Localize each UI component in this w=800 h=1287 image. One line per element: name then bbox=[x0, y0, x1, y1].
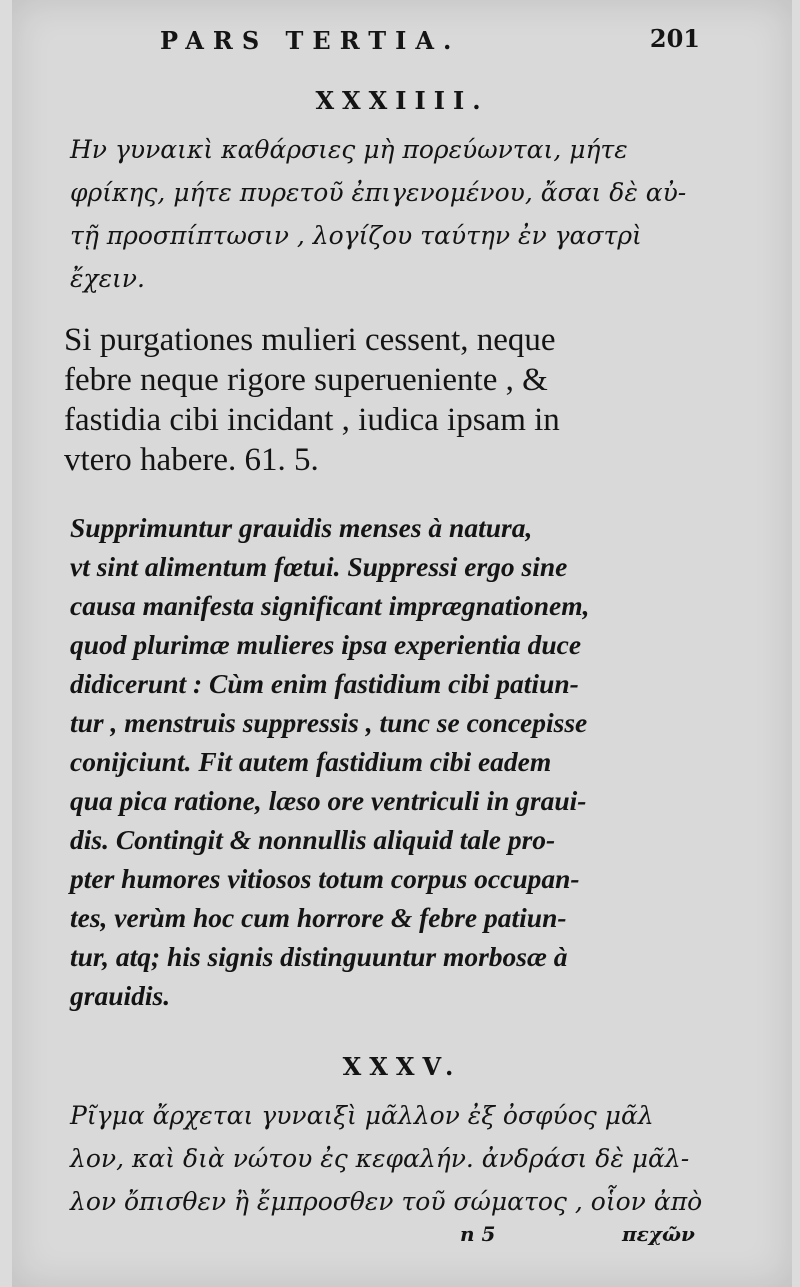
signature-mark: n 5 bbox=[460, 1222, 496, 1246]
commentary-line: tur, atq; his signis distinguuntur morbosæ à bbox=[70, 941, 568, 972]
greek-line: ἔχειν. bbox=[70, 264, 145, 293]
aphorism-35-number: XXXV. bbox=[342, 1052, 462, 1081]
commentary-line: didicerunt : Cùm enim fastidium cibi patiun- bbox=[70, 668, 579, 699]
aphorism-34-greek bbox=[70, 128, 720, 300]
commentary-line: grauidis. bbox=[70, 980, 171, 1011]
greek-line: φρίκης, μήτε πυρετοῦ ἐπιγενομένου, ἄσαι δὲ αὐ- bbox=[70, 178, 687, 207]
catchword: πεχῶν bbox=[622, 1222, 695, 1246]
commentary-line: dis. Contingit & nonnullis aliquid tale pro- bbox=[70, 824, 556, 855]
latin-line: fastidia cibi incidant , iudica ipsam in bbox=[64, 402, 560, 438]
commentary-line: tes, verùm hoc cum horrore & febre patiun- bbox=[70, 902, 567, 933]
commentary-line: causa manifesta significant imprægnationem, bbox=[70, 590, 590, 621]
book-page bbox=[12, 0, 792, 1287]
aphorism-35-greek bbox=[70, 1094, 720, 1223]
greek-line: Ρῖγμα ἄρχεται γυναιξὶ μᾶλλον ἐξ ὀσφύος μᾶλ bbox=[70, 1101, 654, 1130]
commentary-line: tur , menstruis suppressis , tunc se concepisse bbox=[70, 707, 588, 738]
running-head: PARS TERTIA. bbox=[160, 26, 461, 55]
greek-line: Ην γυναικὶ καθάρσιες μὴ πορεύωνται, μήτε bbox=[70, 135, 628, 164]
commentary-line: quod plurimæ mulieres ipsa experientia duce bbox=[70, 629, 582, 660]
greek-line: λον ὄπισθεν ἢ ἔμπροσθεν τοῦ σώματος , οἷον ἀπὸ bbox=[70, 1187, 703, 1216]
latin-line: vtero habere. 61. 5. bbox=[64, 442, 319, 478]
commentary-line: Supprimuntur grauidis menses à natura, bbox=[70, 512, 533, 543]
commentary-line: conijciunt. Fit autem fastidium cibi eadem bbox=[70, 746, 552, 777]
latin-line: febre neque rigore superueniente , & bbox=[64, 362, 548, 398]
commentary-line: qua pica ratione, læso ore ventriculi in graui- bbox=[70, 785, 587, 816]
aphorism-34-latin bbox=[64, 320, 724, 480]
latin-line: Si purgationes mulieri cessent, neque bbox=[64, 322, 556, 358]
page-number: 201 bbox=[649, 24, 700, 53]
commentary-line: pter humores vitiosos totum corpus occupan- bbox=[70, 863, 580, 894]
greek-line: τῇ προσπίπτωσιν , λογίζου ταύτην ἐν γαστρὶ bbox=[70, 221, 642, 250]
aphorism-34-commentary bbox=[70, 508, 720, 1015]
greek-line: λον, καὶ διὰ νώτου ἐς κεφαλήν. ἀνδράσι δὲ μᾶλ- bbox=[70, 1144, 690, 1173]
commentary-line: vt sint alimentum fœtui. Suppressi ergo sine bbox=[70, 551, 568, 582]
aphorism-34-number: XXXIIII. bbox=[315, 86, 489, 115]
